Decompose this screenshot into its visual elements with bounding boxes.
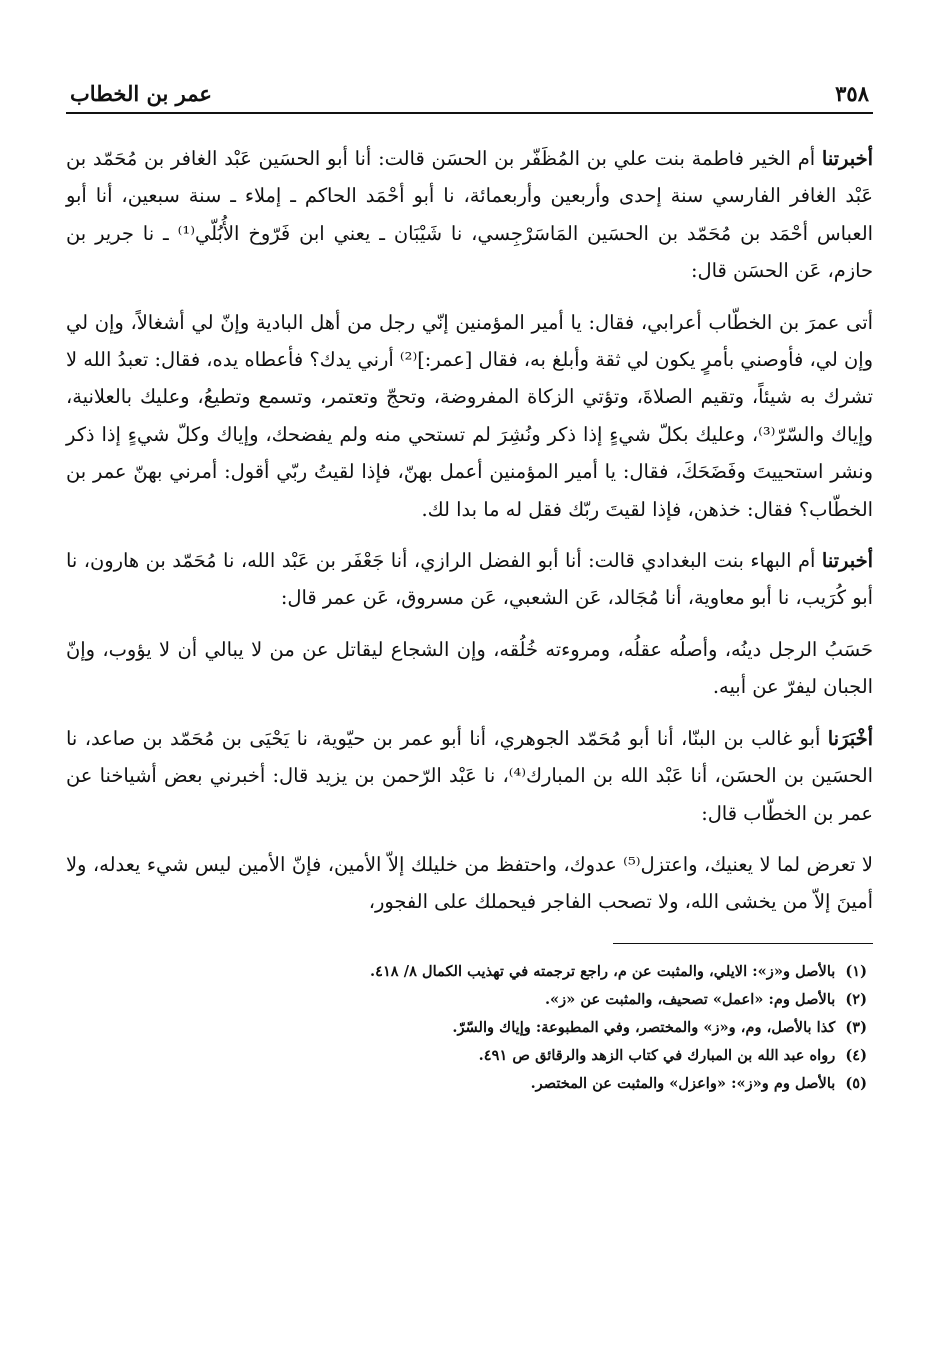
footnote-text: بالأصل وم: «اعمل» تصحيف، والمثبت عن «ز». [544, 990, 836, 1008]
footnote-number: (١) [845, 962, 867, 980]
footnote-text: كذا بالأصل، وم، و«ز» والمختصر، وفي المطبوعة: وإياك والسّرّ. [452, 1018, 836, 1036]
paragraph-text: حَسَبُ الرجل دينُه، وأصلُه عقلُه، ومروءته خُلُقه، وإن الشجاع ليقاتل عن من لا يبالي أن لا يؤوب، وإنّ الجبان ليفرّ عن أبيه. [66, 637, 873, 699]
paragraph-lead: أخبرتنا [821, 549, 873, 573]
page-number: ٣٥٨ [835, 81, 869, 106]
footnote-text: بالأصل و«ز»: الايلي، والمثبت عن م، راجع ترجمته في تهذيب الكمال ٨/ ٤١٨. [370, 962, 836, 980]
footnote [66, 1042, 867, 1070]
footnote-number: (٣) [845, 1018, 867, 1036]
paragraph-text: أبو غالب بن البنّا، أنا أبو مُحَمّد الجوهري، أنا أبو عمر بن حيّوية، نا يَحْيَى بن مُحَمّد بن صاعد، نا الحسَين بن الحسَن، أنا عَبْد الله بن المبارك⁽⁴⁾، نا عَبْد الرّحمن بن يزيد قال: أخبرني بعض أشياخنا عن عمر بن الخطّاب قال: [66, 726, 873, 825]
footnote-rule [613, 943, 873, 944]
paragraph-3 [66, 542, 873, 617]
footnote-text: بالأصل وم و«ز»: «واعزل» والمثبت عن المختصر. [530, 1074, 836, 1092]
footnote [66, 1014, 867, 1042]
paragraph-1 [66, 140, 873, 290]
footnote [66, 958, 867, 986]
paragraph-5 [66, 720, 873, 832]
footnote-number: (٥) [845, 1074, 867, 1092]
paragraph-4 [66, 631, 873, 706]
main-text [66, 140, 873, 921]
footnote [66, 986, 867, 1014]
paragraph-2 [66, 304, 873, 528]
paragraph-text: أم الخير فاطمة بنت علي بن المُظَفّر بن الحسَن قالت: أنا أبو الحسَين عَبْد الغافر بن مُحَمّد بن عَبْد الغافر الفارسي سنة إحدى وأربعين وأربعمائة، نا أبو أحْمَد الحاكم ـ إملاء ـ سنة سبعين، أنا أبو العباس أحْمَد بن مُحَمّد بن الحسَين المَاسَرْجِسي، نا شَيْبَان ـ يعني ابن فَرّوخ الأُبُلّي⁽¹⁾ ـ نا جرير بن حازم، عَن الحسَن قال: [66, 147, 873, 283]
paragraph-text: لا تعرض لما لا يعنيك، واعتزل⁽⁵⁾ عدوك، واحتفظ من خليلك إلاّ الأمين، فإنّ الأمين ليس شيء يعدله، ولا أمينَ إلاّ من يخشى الله، ولا تصحب الفاجر فيحملك على الفجور، [66, 852, 873, 914]
paragraph-lead: أخبرتنا [821, 147, 873, 170]
paragraph-text: أتى عمرَ بن الخطّاب أعرابي، فقال: يا أمير المؤمنين إنّي رجل من أهل البادية وإنّ لي أشغالاً، وإن لي وإن لي، فأوصني بأمرٍ يكون لي ثقة وأبلغ به، فقال [عمر:]⁽²⁾ أرني يدك؟ فأعطاه يده، فقال: تعبدُ الله لا تشرك به شيئاً، وتقيم الصلاةَ، وتؤتي الزكاة المفروضة، وتحجّ وتعتمر، وتسمع وتطيعُ، وعليك بالعلانية، وإياك والسّرّ⁽³⁾، وعليك بكلّ شيءٍ إذا ذكر ونُشِرَ لم تستحي منه ولم يفضحك، وإياك وكلّ شيءٍ إذا ذكر ونشر استحييتَ وفَضَحَكَ، فقال: يا أمير المؤمنين أعمل بهنّ، فإذا لقيتُ ربّي أقول: أمرني بهنّ عمر بن الخطّاب؟ فقال: خذهن، فإذا لقيتَ ربّك فقل له ما بدا لك. [66, 310, 873, 521]
page-header [66, 70, 873, 106]
footnote-text: رواه عبد الله بن المبارك في كتاب الزهد والرقائق ص ٤٩١. [478, 1046, 836, 1064]
paragraph-6 [66, 846, 873, 921]
paragraph-lead: أخْبَرَنا [827, 726, 873, 750]
header-rule [66, 112, 873, 114]
footnotes [66, 958, 873, 1098]
footnote-number: (٢) [845, 990, 867, 1008]
running-title: عمر بن الخطاب [70, 81, 212, 106]
paragraph-text: أم البهاء بنت البغدادي قالت: أنا أبو الفضل الرازي، أنا جَعْفَر بن عَبْد الله، نا مُحَمّد بن هارون، نا أبو كُرَيب، نا أبو معاوية، أنا مُجَالد، عَن الشعبي، عَن مسروق، عَن عمر قال: [66, 549, 873, 610]
footnote [66, 1070, 867, 1098]
footnote-number: (٤) [845, 1046, 867, 1064]
